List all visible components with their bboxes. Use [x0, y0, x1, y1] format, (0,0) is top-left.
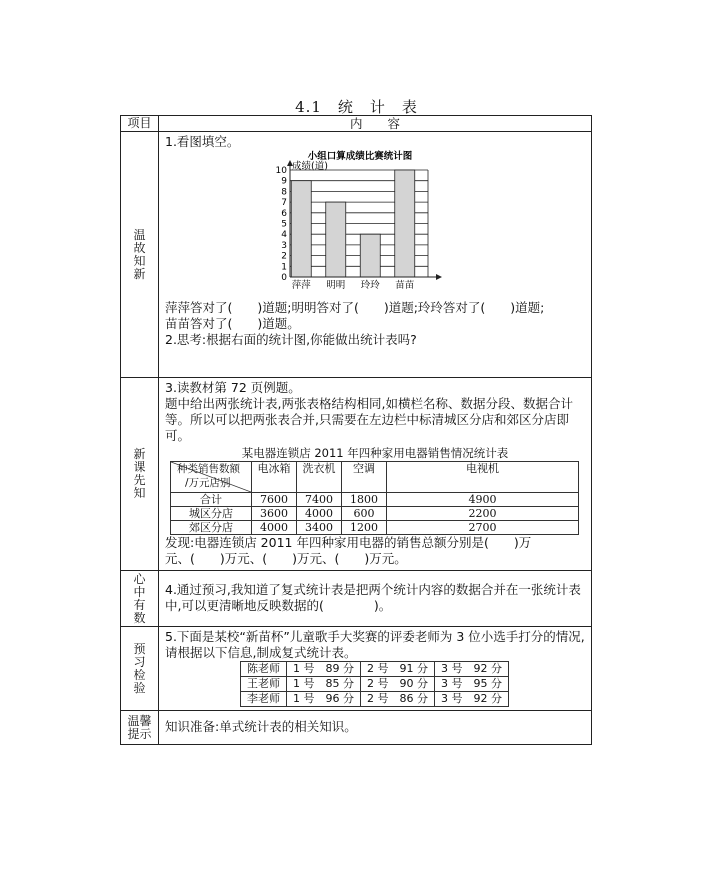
page-title: 4.1 统 计 表 — [295, 98, 418, 116]
table-row — [171, 507, 579, 521]
table-cell: 3 号 92 分 — [435, 692, 509, 707]
table-cell: 3600 — [252, 507, 297, 521]
sales-table-title: 某电器连锁店 2011 年四种家用电器销售情况统计表 — [241, 446, 509, 460]
y-tick-label: 7 — [281, 198, 287, 209]
col-tv: 电视机 — [387, 462, 579, 493]
table-cell: 李老师 — [241, 692, 287, 707]
finding-line-1: 发现:电器连锁店 2011 年四种家用电器的销售总额分别是( )万 — [165, 535, 532, 550]
bar-chart — [165, 150, 585, 300]
table-cell: 陈老师 — [241, 662, 287, 677]
table-cell: 2700 — [387, 521, 579, 535]
table-cell: 1800 — [342, 493, 387, 507]
y-tick-label: 1 — [281, 262, 287, 273]
col-fridge: 电冰箱 — [252, 462, 297, 493]
section-label-review: 温 故 知 新 — [121, 132, 159, 378]
table-cell: 1 号 96 分 — [287, 692, 361, 707]
section-heart — [159, 571, 592, 627]
finding-line-2: 元、( )万元、( )万元、( )万元。 — [165, 551, 407, 566]
row-label: 合计 — [171, 493, 252, 507]
question-4: 4.通过预习,我知道了复式统计表是把两个统计内容的数据合并在一张统计表中,可以更清晰地反映数据的( )。 — [165, 582, 581, 613]
section-label-tips: 温馨 提示 — [121, 711, 159, 745]
row-label: 郊区分店 — [171, 521, 252, 535]
fill-line-1: 萍萍答对了( )道题;明明答对了( )道题;玲玲答对了( )道题; — [165, 300, 545, 315]
table-cell: 3 号 95 分 — [435, 677, 509, 692]
table-row — [241, 677, 509, 692]
question-5: 5.下面是某校“新苗杯”儿童歌手大奖赛的评委老师为 3 位小选手打分的情况,请根据以下信息,制成复式统计表。 — [165, 629, 585, 660]
table-cell: 7600 — [252, 493, 297, 507]
table-cell: 4000 — [252, 521, 297, 535]
question-3: 3.读教材第 72 页例题。 — [165, 380, 301, 395]
table-cell: 600 — [342, 507, 387, 521]
table-cell: 1 号 85 分 — [287, 677, 361, 692]
x-tick-label: 玲玲 — [360, 280, 380, 291]
section-preview — [159, 627, 592, 711]
diag-bottom-label: /万元店别 — [185, 477, 231, 489]
y-tick-label: 9 — [281, 176, 287, 187]
bar-chart-svg — [270, 150, 450, 298]
col-ac: 空调 — [342, 462, 387, 493]
bar — [291, 181, 311, 277]
col-washer: 洗衣机 — [297, 462, 342, 493]
worksheet-table — [120, 115, 592, 745]
y-axis-label: 成绩(道) — [292, 161, 328, 172]
table-cell: 1200 — [342, 521, 387, 535]
bar — [360, 234, 380, 277]
table-cell: 3400 — [297, 521, 342, 535]
table-row — [241, 662, 509, 677]
y-tick-label: 0 — [281, 273, 287, 283]
bar — [326, 202, 346, 277]
chart-title: 小组口算成绩比赛统计图 — [307, 151, 413, 162]
section-label-preview: 预 习 检 验 — [121, 627, 159, 711]
x-tick-label: 萍萍 — [291, 280, 311, 291]
y-tick-label: 10 — [275, 166, 287, 176]
bar — [395, 170, 415, 277]
row-label: 城区分店 — [171, 507, 252, 521]
x-tick-label: 苗苗 — [395, 280, 415, 291]
table-row — [171, 493, 579, 507]
diagonal-header-cell — [171, 462, 252, 493]
tips-text: 知识准备:单式统计表的相关知识。 — [165, 719, 357, 734]
header-content: 内 容 — [159, 116, 592, 132]
y-tick-label: 5 — [281, 219, 287, 230]
table-cell: 2 号 86 分 — [361, 692, 435, 707]
y-tick-label: 8 — [281, 187, 287, 198]
explanation-text: 题中给出两张统计表,两张表格结构相同,如横栏名称、数据分段、数据合计等。所以可以把两张表合并,只需要在左边栏中标清城区分店和郊区分店即可。 — [165, 396, 573, 443]
table-cell: 2 号 90 分 — [361, 677, 435, 692]
table-cell: 2200 — [387, 507, 579, 521]
y-tick-label: 3 — [281, 240, 287, 251]
section-label-heart: 心 中 有 数 — [121, 571, 159, 627]
header-item: 项目 — [121, 116, 159, 132]
x-tick-label: 明明 — [326, 280, 346, 291]
table-cell: 2 号 91 分 — [361, 662, 435, 677]
section-review — [159, 132, 592, 378]
fill-line-2: 苗苗答对了( )道题。 — [165, 316, 300, 331]
y-tick-label: 2 — [281, 251, 287, 262]
sales-table — [170, 461, 579, 535]
table-cell: 4900 — [387, 493, 579, 507]
table-cell: 7400 — [297, 493, 342, 507]
y-tick-label: 6 — [281, 208, 287, 219]
table-row — [171, 521, 579, 535]
y-tick-label: 4 — [281, 230, 287, 241]
table-cell: 1 号 89 分 — [287, 662, 361, 677]
diag-top-label: 种类销售数额 — [177, 463, 240, 475]
section-new — [159, 378, 592, 571]
x-axis-arrow — [436, 274, 442, 280]
table-cell: 4000 — [297, 507, 342, 521]
score-table — [240, 661, 509, 707]
table-cell: 王老师 — [241, 677, 287, 692]
section-tips — [159, 711, 592, 745]
table-row — [241, 692, 509, 707]
section-label-new: 新 课 先 知 — [121, 378, 159, 571]
table-cell: 3 号 92 分 — [435, 662, 509, 677]
question-2: 2.思考:根据右面的统计图,你能做出统计表吗? — [165, 332, 417, 347]
question-1: 1.看图填空。 — [165, 134, 240, 149]
